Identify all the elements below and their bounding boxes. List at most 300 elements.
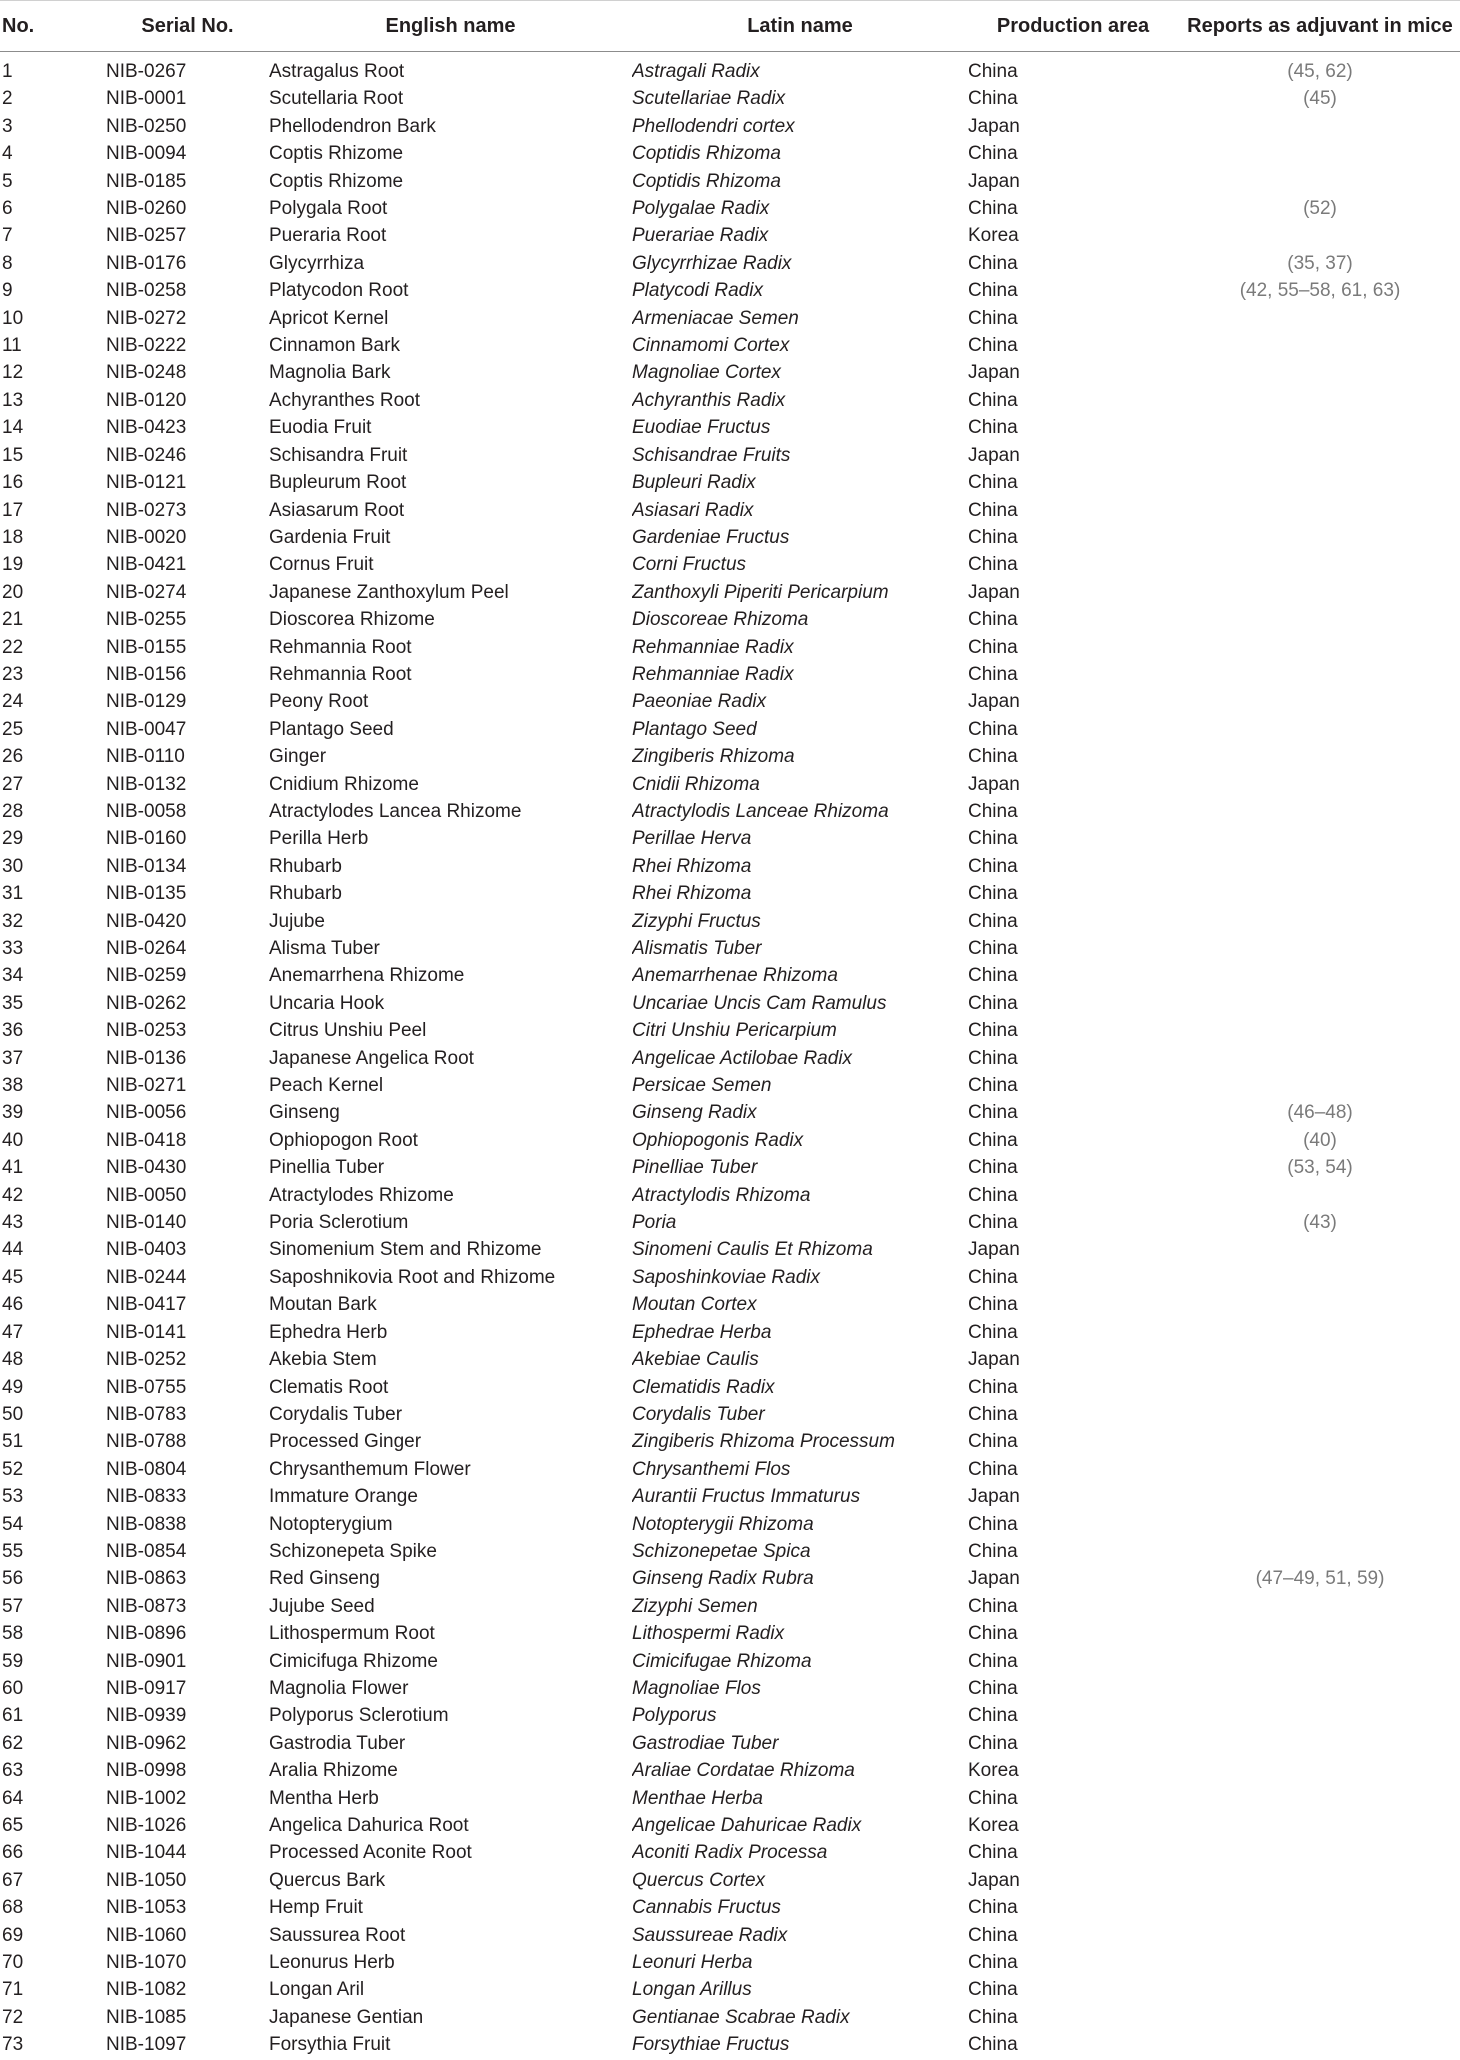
cell-serial-no: NIB-0418 bbox=[106, 1129, 187, 1151]
cell-no: 45 bbox=[2, 1266, 24, 1288]
cell-production-area: China bbox=[968, 1705, 1018, 1727]
cell-serial-no: NIB-0160 bbox=[106, 828, 187, 850]
header-serial-no: Serial No. bbox=[106, 1, 269, 52]
table-row bbox=[0, 1127, 1460, 1154]
table-row bbox=[0, 140, 1460, 167]
cell-reports bbox=[1178, 1757, 1460, 1784]
cell-english-name: Polygala Root bbox=[269, 198, 388, 220]
cell-reports bbox=[1178, 2031, 1460, 2058]
cell-reports bbox=[1178, 771, 1460, 798]
cell-reports: (45, 62) bbox=[1287, 61, 1353, 82]
table-row bbox=[0, 880, 1460, 907]
cell-english-name: Rhubarb bbox=[269, 883, 342, 905]
header-row bbox=[0, 1, 1460, 52]
cell-reports bbox=[1178, 634, 1460, 661]
cell-serial-no: NIB-0176 bbox=[106, 252, 187, 274]
cell-no: 30 bbox=[2, 855, 24, 877]
cell-production-area: China bbox=[968, 1376, 1018, 1398]
cell-production-area: Japan bbox=[968, 773, 1020, 795]
cell-production-area: China bbox=[968, 1595, 1018, 1617]
table-row bbox=[0, 1401, 1460, 1428]
cell-reports: (42, 55–58, 61, 63) bbox=[1239, 280, 1401, 302]
cell-serial-no: NIB-0420 bbox=[106, 910, 187, 932]
cell-latin-name: Atractylodis Rhizoma bbox=[632, 1184, 811, 1206]
cell-reports bbox=[1178, 990, 1460, 1017]
cell-production-area: Japan bbox=[968, 444, 1020, 466]
cell-english-name: Gardenia Fruit bbox=[269, 526, 391, 548]
cell-no: 50 bbox=[2, 1403, 24, 1425]
cell-latin-name: Citri Unshiu Pericarpium bbox=[632, 1020, 837, 1042]
cell-english-name: Schisandra Fruit bbox=[269, 444, 408, 466]
cell-production-area: Korea bbox=[968, 225, 1019, 247]
cell-no: 37 bbox=[2, 1047, 24, 1069]
cell-latin-name: Perillae Herva bbox=[632, 828, 752, 850]
cell-production-area: China bbox=[968, 1047, 1018, 1069]
cell-no: 16 bbox=[2, 472, 24, 494]
cell-latin-name: Quercus Cortex bbox=[632, 1869, 766, 1891]
cell-production-area: Japan bbox=[968, 1349, 1020, 1371]
cell-latin-name: Longan Arillus bbox=[632, 1979, 752, 2001]
table-row bbox=[0, 222, 1460, 249]
cell-no: 61 bbox=[2, 1705, 24, 1727]
cell-production-area: Japan bbox=[968, 691, 1020, 713]
cell-reports bbox=[1178, 1922, 1460, 1949]
table-row bbox=[0, 1154, 1460, 1181]
cell-production-area: China bbox=[968, 1458, 1018, 1480]
cell-reports bbox=[1178, 688, 1460, 715]
cell-english-name: Moutan Bark bbox=[269, 1294, 377, 1316]
cell-latin-name: Rhei Rhizoma bbox=[632, 855, 752, 877]
cell-latin-name: Armeniacae Semen bbox=[632, 307, 799, 329]
cell-serial-no: NIB-0260 bbox=[106, 198, 187, 220]
cell-latin-name: Cannabis Fructus bbox=[632, 1897, 781, 1919]
cell-no: 40 bbox=[2, 1129, 24, 1151]
cell-latin-name: Schizonepetae Spica bbox=[632, 1540, 811, 1562]
cell-production-area: Japan bbox=[968, 115, 1020, 137]
cell-serial-no: NIB-0273 bbox=[106, 499, 187, 521]
cell-latin-name: Anemarrhenae Rhizoma bbox=[632, 965, 838, 987]
cell-serial-no: NIB-1002 bbox=[106, 1787, 187, 1809]
cell-production-area: China bbox=[968, 472, 1018, 494]
cell-production-area: China bbox=[968, 88, 1018, 110]
cell-reports bbox=[1178, 497, 1460, 524]
cell-production-area: China bbox=[968, 1952, 1018, 1974]
cell-reports bbox=[1178, 606, 1460, 633]
cell-english-name: Immature Orange bbox=[269, 1486, 418, 1508]
cell-serial-no: NIB-0255 bbox=[106, 609, 187, 631]
cell-reports bbox=[1178, 579, 1460, 606]
cell-no: 28 bbox=[2, 800, 24, 822]
cell-serial-no: NIB-0110 bbox=[106, 746, 185, 768]
cell-latin-name: Phellodendri cortex bbox=[632, 115, 795, 137]
table-row bbox=[0, 1346, 1460, 1373]
cell-serial-no: NIB-0058 bbox=[106, 800, 187, 822]
cell-no: 47 bbox=[2, 1321, 24, 1343]
cell-latin-name: Astragali Radix bbox=[632, 61, 760, 82]
cell-no: 10 bbox=[2, 307, 24, 329]
cell-latin-name: Zizyphi Semen bbox=[632, 1595, 758, 1617]
cell-no: 39 bbox=[2, 1102, 24, 1124]
table-row bbox=[0, 1182, 1460, 1209]
cell-reports bbox=[1178, 113, 1460, 140]
cell-no: 38 bbox=[2, 1075, 24, 1097]
cell-reports: (43) bbox=[1303, 1212, 1337, 1234]
table-row bbox=[0, 935, 1460, 962]
cell-no: 14 bbox=[2, 417, 24, 439]
cell-serial-no: NIB-0917 bbox=[106, 1677, 187, 1699]
cell-reports bbox=[1178, 1620, 1460, 1647]
cell-no: 20 bbox=[2, 581, 24, 603]
table-row bbox=[0, 1593, 1460, 1620]
cell-production-area: China bbox=[968, 280, 1018, 302]
cell-reports bbox=[1178, 743, 1460, 770]
cell-english-name: Jujube Seed bbox=[269, 1595, 375, 1617]
cell-production-area: Korea bbox=[968, 1760, 1019, 1782]
header-latin-name: Latin name bbox=[632, 1, 968, 52]
table-row bbox=[0, 1976, 1460, 2003]
cell-latin-name: Achyranthis Radix bbox=[632, 389, 786, 411]
cell-production-area: China bbox=[968, 307, 1018, 329]
table-row bbox=[0, 524, 1460, 551]
cell-no: 7 bbox=[2, 225, 13, 247]
cell-english-name: Pinellia Tuber bbox=[269, 1157, 385, 1179]
table-row bbox=[0, 1675, 1460, 1702]
cell-serial-no: NIB-0140 bbox=[106, 1212, 187, 1234]
cell-latin-name: Puerariae Radix bbox=[632, 225, 769, 247]
cell-serial-no: NIB-0246 bbox=[106, 444, 187, 466]
cell-serial-no: NIB-0271 bbox=[106, 1075, 187, 1097]
cell-production-area: Japan bbox=[968, 362, 1020, 384]
cell-serial-no: NIB-0783 bbox=[106, 1403, 187, 1425]
cell-serial-no: NIB-0755 bbox=[106, 1376, 187, 1398]
cell-production-area: Japan bbox=[968, 1568, 1020, 1590]
table-row bbox=[0, 1483, 1460, 1510]
cell-english-name: Cimicifuga Rhizome bbox=[269, 1650, 438, 1672]
cell-serial-no: NIB-0258 bbox=[106, 280, 187, 302]
cell-serial-no: NIB-0094 bbox=[106, 143, 187, 165]
table-row bbox=[0, 1017, 1460, 1044]
cell-production-area: China bbox=[968, 1979, 1018, 2001]
cell-english-name: Rehmannia Root bbox=[269, 636, 412, 658]
cell-latin-name: Gardeniae Fructus bbox=[632, 526, 790, 548]
table-row bbox=[0, 1428, 1460, 1455]
cell-reports bbox=[1178, 1236, 1460, 1263]
cell-no: 54 bbox=[2, 1513, 24, 1535]
cell-serial-no: NIB-0863 bbox=[106, 1568, 187, 1590]
cell-serial-no: NIB-0257 bbox=[106, 225, 187, 247]
table-body bbox=[0, 52, 1460, 2059]
cell-latin-name: Cimicifugae Rhizoma bbox=[632, 1650, 812, 1672]
cell-latin-name: Pinelliae Tuber bbox=[632, 1157, 758, 1179]
cell-production-area: China bbox=[968, 499, 1018, 521]
cell-latin-name: Akebiae Caulis bbox=[632, 1349, 759, 1371]
cell-reports bbox=[1178, 140, 1460, 167]
cell-production-area: China bbox=[968, 252, 1018, 274]
cell-english-name: Scutellaria Root bbox=[269, 88, 404, 110]
cell-production-area: China bbox=[968, 718, 1018, 740]
cell-production-area: China bbox=[968, 855, 1018, 877]
cell-english-name: Rhubarb bbox=[269, 855, 342, 877]
cell-production-area: China bbox=[968, 636, 1018, 658]
cell-english-name: Hemp Fruit bbox=[269, 1897, 363, 1919]
cell-latin-name: Moutan Cortex bbox=[632, 1294, 757, 1316]
cell-no: 44 bbox=[2, 1239, 24, 1261]
cell-reports: (47–49, 51, 59) bbox=[1255, 1568, 1385, 1590]
cell-latin-name: Araliae Cordatae Rhizoma bbox=[632, 1760, 855, 1782]
cell-latin-name: Platycodi Radix bbox=[632, 280, 763, 302]
table-row bbox=[0, 1209, 1460, 1236]
cell-english-name: Poria Sclerotium bbox=[269, 1212, 409, 1234]
cell-serial-no: NIB-1082 bbox=[106, 1979, 187, 2001]
cell-english-name: Japanese Zanthoxylum Peel bbox=[269, 581, 509, 603]
cell-serial-no: NIB-0804 bbox=[106, 1458, 187, 1480]
cell-english-name: Gastrodia Tuber bbox=[269, 1732, 406, 1754]
cell-latin-name: Magnoliae Cortex bbox=[632, 362, 781, 384]
cell-english-name: Leonurus Herb bbox=[269, 1952, 395, 1974]
cell-reports bbox=[1178, 332, 1460, 359]
cell-production-area: Japan bbox=[968, 1869, 1020, 1891]
cell-latin-name: Atractylodis Lanceae Rhizoma bbox=[632, 800, 889, 822]
cell-latin-name: Paeoniae Radix bbox=[632, 691, 767, 713]
cell-serial-no: NIB-0264 bbox=[106, 938, 187, 959]
cell-latin-name: Polygalae Radix bbox=[632, 198, 770, 220]
cell-no: 21 bbox=[2, 609, 24, 631]
cell-serial-no: NIB-0939 bbox=[106, 1705, 187, 1727]
cell-reports bbox=[1178, 1511, 1460, 1538]
cell-serial-no: NIB-0403 bbox=[106, 1239, 187, 1261]
cell-latin-name: Zingiberis Rhizoma Processum bbox=[632, 1431, 895, 1453]
cell-reports bbox=[1178, 1839, 1460, 1866]
cell-reports bbox=[1178, 1976, 1460, 2003]
cell-production-area: China bbox=[968, 1787, 1018, 1809]
cell-reports bbox=[1178, 825, 1460, 852]
cell-no: 11 bbox=[2, 335, 22, 357]
cell-latin-name: Scutellariae Radix bbox=[632, 88, 786, 110]
cell-english-name: Jujube bbox=[269, 910, 325, 932]
cell-latin-name: Aurantii Fructus Immaturus bbox=[632, 1486, 861, 1508]
table-row bbox=[0, 1374, 1460, 1401]
cell-no: 73 bbox=[2, 2034, 24, 2056]
table-row bbox=[0, 2031, 1460, 2058]
cell-latin-name: Angelicae Dahuricae Radix bbox=[632, 1815, 862, 1836]
cell-no: 57 bbox=[2, 1595, 24, 1617]
cell-english-name: Notopterygium bbox=[269, 1513, 393, 1535]
cell-production-area: China bbox=[968, 910, 1018, 932]
table-row bbox=[0, 579, 1460, 606]
cell-production-area: China bbox=[968, 1623, 1018, 1645]
table-row bbox=[0, 332, 1460, 359]
cell-english-name: Magnolia Bark bbox=[269, 362, 391, 384]
cell-reports bbox=[1178, 661, 1460, 688]
cell-english-name: Platycodon Root bbox=[269, 280, 409, 302]
cell-no: 3 bbox=[2, 115, 13, 137]
cell-reports bbox=[1178, 1648, 1460, 1675]
cell-production-area: China bbox=[968, 1924, 1018, 1946]
cell-english-name: Processed Aconite Root bbox=[269, 1842, 472, 1864]
cell-english-name: Achyranthes Root bbox=[269, 389, 421, 411]
cell-latin-name: Saussureae Radix bbox=[632, 1924, 788, 1946]
cell-no: 43 bbox=[2, 1212, 24, 1234]
cell-serial-no: NIB-0136 bbox=[106, 1047, 187, 1069]
table-row bbox=[0, 113, 1460, 140]
cell-english-name: Euodia Fruit bbox=[269, 417, 372, 439]
cell-reports bbox=[1178, 1894, 1460, 1921]
cell-no: 66 bbox=[2, 1842, 24, 1864]
table-row bbox=[0, 716, 1460, 743]
table-row bbox=[0, 825, 1460, 852]
cell-serial-no: NIB-0267 bbox=[106, 61, 187, 82]
cell-production-area: China bbox=[968, 1294, 1018, 1316]
cell-english-name: Sinomenium Stem and Rhizome bbox=[269, 1239, 542, 1261]
cell-serial-no: NIB-0132 bbox=[106, 773, 187, 795]
cell-reports bbox=[1178, 359, 1460, 386]
cell-no: 23 bbox=[2, 663, 24, 685]
table-row bbox=[0, 1839, 1460, 1866]
cell-no: 9 bbox=[2, 280, 13, 302]
cell-reports bbox=[1178, 880, 1460, 907]
cell-serial-no: NIB-0252 bbox=[106, 1349, 187, 1371]
cell-serial-no: NIB-0272 bbox=[106, 307, 187, 329]
cell-english-name: Peony Root bbox=[269, 691, 369, 713]
cell-english-name: Apricot Kernel bbox=[269, 307, 389, 329]
cell-no: 67 bbox=[2, 1869, 24, 1891]
cell-serial-no: NIB-0156 bbox=[106, 663, 187, 685]
cell-reports bbox=[1178, 962, 1460, 989]
table-row bbox=[0, 771, 1460, 798]
cell-no: 29 bbox=[2, 828, 24, 850]
cell-serial-no: NIB-0121 bbox=[106, 472, 187, 494]
cell-serial-no: NIB-0129 bbox=[106, 691, 187, 713]
cell-production-area: China bbox=[968, 1129, 1018, 1151]
cell-english-name: Peach Kernel bbox=[269, 1075, 384, 1097]
cell-serial-no: NIB-0047 bbox=[106, 718, 187, 740]
table-row bbox=[0, 1456, 1460, 1483]
cell-serial-no: NIB-0020 bbox=[106, 526, 187, 548]
cell-english-name: Processed Ginger bbox=[269, 1431, 422, 1453]
cell-serial-no: NIB-0421 bbox=[106, 554, 187, 576]
cell-reports bbox=[1178, 1182, 1460, 1209]
cell-no: 31 bbox=[2, 883, 24, 905]
cell-reports bbox=[1178, 551, 1460, 578]
cell-no: 58 bbox=[2, 1623, 24, 1645]
cell-reports bbox=[1178, 1812, 1460, 1839]
cell-english-name: Coptis Rhizome bbox=[269, 170, 404, 192]
cell-reports bbox=[1178, 1867, 1460, 1894]
cell-no: 70 bbox=[2, 1952, 24, 1974]
cell-serial-no: NIB-0262 bbox=[106, 992, 187, 1014]
cell-no: 55 bbox=[2, 1540, 24, 1562]
cell-reports bbox=[1178, 387, 1460, 414]
cell-serial-no: NIB-0998 bbox=[106, 1760, 187, 1782]
cell-production-area: China bbox=[968, 61, 1018, 82]
cell-english-name: Cnidium Rhizome bbox=[269, 773, 419, 795]
table-row bbox=[0, 1730, 1460, 1757]
table-row bbox=[0, 661, 1460, 688]
cell-no: 2 bbox=[2, 88, 13, 110]
cell-production-area: China bbox=[968, 1184, 1018, 1206]
cell-latin-name: Zizyphi Fructus bbox=[632, 910, 761, 932]
cell-reports: (35, 37) bbox=[1287, 252, 1353, 274]
cell-latin-name: Zingiberis Rhizoma bbox=[632, 746, 795, 768]
cell-english-name: Longan Aril bbox=[269, 1979, 365, 2001]
cell-latin-name: Chrysanthemi Flos bbox=[632, 1458, 791, 1480]
cell-english-name: Atractylodes Rhizome bbox=[269, 1184, 454, 1206]
cell-production-area: China bbox=[968, 992, 1018, 1014]
cell-english-name: Phellodendron Bark bbox=[269, 115, 436, 137]
cell-serial-no: NIB-0155 bbox=[106, 636, 187, 658]
cell-latin-name: Coptidis Rhizoma bbox=[632, 170, 781, 192]
cell-reports bbox=[1178, 1401, 1460, 1428]
cell-reports bbox=[1178, 1264, 1460, 1291]
cell-latin-name: Forsythiae Fructus bbox=[632, 2034, 790, 2056]
cell-reports bbox=[1178, 716, 1460, 743]
header-production-area: Production area bbox=[968, 1, 1178, 52]
cell-serial-no: NIB-0896 bbox=[106, 1623, 187, 1645]
cell-no: 56 bbox=[2, 1568, 24, 1590]
cell-reports bbox=[1178, 524, 1460, 551]
cell-english-name: Dioscorea Rhizome bbox=[269, 609, 435, 631]
table-row bbox=[0, 497, 1460, 524]
cell-production-area: China bbox=[968, 609, 1018, 631]
cell-reports bbox=[1178, 1291, 1460, 1318]
cell-serial-no: NIB-1097 bbox=[106, 2034, 187, 2056]
cell-latin-name: Persicae Semen bbox=[632, 1075, 772, 1097]
cell-english-name: Ginger bbox=[269, 746, 327, 768]
cell-english-name: Coptis Rhizome bbox=[269, 143, 404, 165]
cell-english-name: Schizonepeta Spike bbox=[269, 1540, 437, 1562]
cell-latin-name: Rehmanniae Radix bbox=[632, 663, 794, 685]
cell-serial-no: NIB-0838 bbox=[106, 1513, 187, 1535]
cell-serial-no: NIB-0873 bbox=[106, 1595, 187, 1617]
cell-reports bbox=[1178, 222, 1460, 249]
table-row bbox=[0, 1072, 1460, 1099]
cell-production-area: China bbox=[968, 1431, 1018, 1453]
cell-latin-name: Polyporus bbox=[632, 1705, 717, 1727]
cell-production-area: China bbox=[968, 2006, 1018, 2028]
table-row bbox=[0, 305, 1460, 332]
cell-production-area: China bbox=[968, 663, 1018, 685]
cell-no: 72 bbox=[2, 2006, 24, 2028]
cell-latin-name: Corni Fructus bbox=[632, 554, 747, 576]
table-row bbox=[0, 52, 1460, 86]
cell-reports bbox=[1178, 798, 1460, 825]
cell-serial-no: NIB-0248 bbox=[106, 362, 187, 384]
table-row bbox=[0, 634, 1460, 661]
cell-production-area: China bbox=[968, 938, 1018, 959]
cell-english-name: Chrysanthemum Flower bbox=[269, 1458, 471, 1480]
cell-serial-no: NIB-0430 bbox=[106, 1157, 187, 1179]
cell-english-name: Saussurea Root bbox=[269, 1924, 406, 1946]
cell-latin-name: Zanthoxyli Piperiti Pericarpium bbox=[632, 581, 889, 603]
cell-english-name: Citrus Unshiu Peel bbox=[269, 1020, 427, 1042]
cell-english-name: Red Ginseng bbox=[269, 1568, 380, 1590]
table-row bbox=[0, 195, 1460, 222]
cell-serial-no: NIB-0417 bbox=[106, 1294, 187, 1316]
cell-reports bbox=[1178, 1346, 1460, 1373]
cell-production-area: China bbox=[968, 828, 1018, 850]
cell-no: 18 bbox=[2, 526, 24, 548]
cell-serial-no: NIB-0250 bbox=[106, 115, 187, 137]
cell-no: 13 bbox=[2, 389, 24, 411]
cell-reports bbox=[1178, 168, 1460, 195]
cell-reports bbox=[1178, 1072, 1460, 1099]
cell-latin-name: Saposhinkoviae Radix bbox=[632, 1266, 821, 1288]
cell-latin-name: Sinomeni Caulis Et Rhizoma bbox=[632, 1239, 873, 1261]
cell-no: 4 bbox=[2, 143, 13, 165]
cell-reports bbox=[1178, 1017, 1460, 1044]
cell-serial-no: NIB-1060 bbox=[106, 1924, 187, 1946]
cell-english-name: Uncaria Hook bbox=[269, 992, 385, 1014]
